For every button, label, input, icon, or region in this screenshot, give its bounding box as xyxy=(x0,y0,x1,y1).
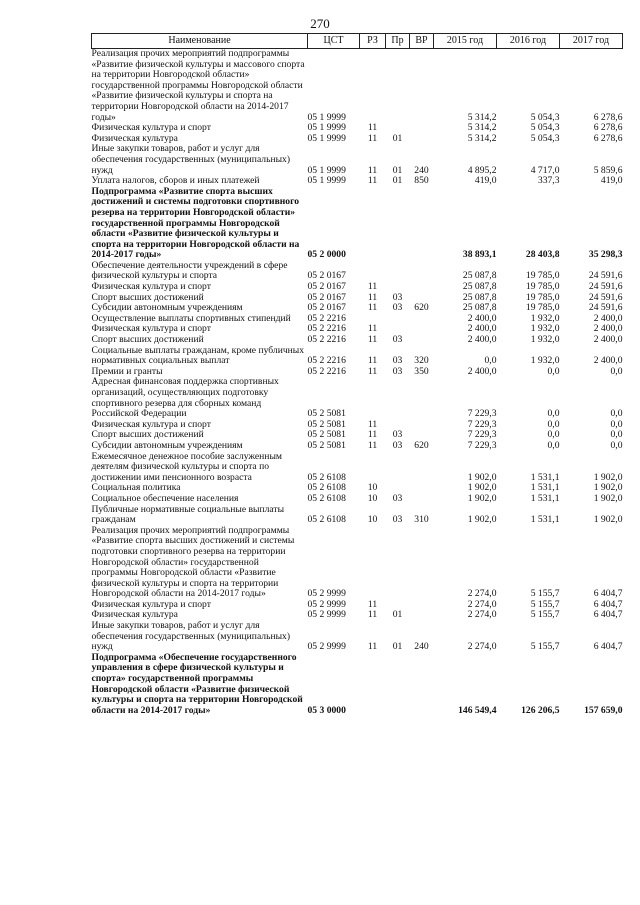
row-cst: 05 2 2216 xyxy=(307,334,346,346)
row-cst: 05 2 0167 xyxy=(307,281,346,293)
row-pr xyxy=(386,49,410,124)
row-vr xyxy=(410,49,434,124)
table-row xyxy=(92,261,623,282)
row-name: Спорт высших достижений xyxy=(91,429,204,441)
row-name: Спорт высших достижений xyxy=(91,334,204,346)
table-row xyxy=(92,377,623,419)
row-rz: 11 xyxy=(367,281,378,293)
table-row xyxy=(92,505,623,526)
row-cst: 05 2 5081 xyxy=(307,439,346,451)
row-rz: 11 xyxy=(367,598,378,610)
row-cst: 05 1 9999 xyxy=(307,111,346,123)
row-2016: 19 785,0 xyxy=(525,281,560,293)
row-2016: 4 717,0 xyxy=(530,164,560,176)
row-2016: 19 785,0 xyxy=(525,302,560,314)
row-2017: 24 591,6 xyxy=(588,291,623,303)
row-rz: 11 xyxy=(367,418,378,430)
row-cst: 05 1 9999 xyxy=(307,132,346,144)
header-rz: РЗ xyxy=(360,34,386,49)
row-2016: 126 206,5 xyxy=(521,704,560,716)
row-name: Социальное обеспечение населения xyxy=(91,492,239,504)
row-vr xyxy=(410,261,434,282)
row-2016: 1 932,0 xyxy=(530,355,560,367)
row-cst: 05 3 0000 xyxy=(307,704,346,716)
row-name: Реализация прочих мероприятий подпрограммы «Развитие физической культуры и массового спорта на территории Новгородской области» государственной программы Новгородской области «Развитие физической культуры и спорта на территории Новгородской области на 2014-2017 годы» xyxy=(91,48,305,123)
row-cst: 05 2 9999 xyxy=(307,588,346,600)
row-2017: 24 591,6 xyxy=(588,281,623,293)
row-2015: 1 902,0 xyxy=(467,482,497,494)
row-rz: 11 xyxy=(367,132,378,144)
row-2017: 0,0 xyxy=(610,439,623,451)
row-pr: 03 xyxy=(392,439,403,451)
row-2015: 5 314,2 xyxy=(467,111,497,123)
row-pr: 03 xyxy=(392,355,403,367)
row-cst: 05 2 0167 xyxy=(307,302,346,314)
row-cst: 05 1 9999 xyxy=(307,175,346,187)
header-cst: ЦСТ xyxy=(308,34,360,49)
row-pr: 01 xyxy=(392,609,403,621)
row-rz xyxy=(360,653,386,717)
row-2017: 1 902,0 xyxy=(593,482,623,494)
row-cst: 05 2 6108 xyxy=(307,492,346,504)
row-name: Физическая культура и спорт xyxy=(91,418,211,430)
row-cst: 05 2 9999 xyxy=(307,641,346,653)
row-pr: 01 xyxy=(392,641,403,653)
row-cst: 05 2 5081 xyxy=(307,418,346,430)
row-name: Иные закупки товаров, работ и услуг для обеспечения государственных (муниципальных) нужд xyxy=(91,620,291,653)
row-rz: 11 xyxy=(367,175,378,187)
row-name: Спорт высших достижений xyxy=(91,291,204,303)
row-2015: 7 229,3 xyxy=(467,408,497,420)
row-rz xyxy=(360,377,386,419)
row-cst: 05 2 6108 xyxy=(307,514,346,526)
row-rz: 11 xyxy=(367,355,378,367)
row-rz: 10 xyxy=(367,492,378,504)
row-2017: 157 659,0 xyxy=(584,704,623,716)
header-vr: ВР xyxy=(410,34,434,49)
row-2016: 1 932,0 xyxy=(530,334,560,346)
table-row xyxy=(92,49,623,124)
row-2015: 1 902,0 xyxy=(467,471,497,483)
row-2016: 0,0 xyxy=(547,439,560,451)
row-cst: 05 2 2216 xyxy=(307,312,346,324)
row-vr xyxy=(410,600,434,611)
row-cst: 05 2 5081 xyxy=(307,408,346,420)
row-2017: 0,0 xyxy=(610,365,623,377)
row-name: Социальная политика xyxy=(91,482,181,494)
row-2016: 1 932,0 xyxy=(530,312,560,324)
row-2016: 1 531,1 xyxy=(530,514,560,526)
row-vr: 320 xyxy=(414,355,429,367)
table-header-row xyxy=(92,34,623,49)
row-2015: 5 314,2 xyxy=(467,122,497,134)
row-2015: 419,0 xyxy=(474,175,497,187)
row-2016: 1 531,1 xyxy=(530,471,560,483)
row-rz: 11 xyxy=(367,439,378,451)
row-vr: 620 xyxy=(414,302,429,314)
row-2015: 2 274,0 xyxy=(467,609,497,621)
row-2016: 5 054,3 xyxy=(530,111,560,123)
row-name: Подпрограмма «Развитие спорта высших достижений и системы подготовки спортивного резерва на территории Новгородской области» государственной программы Новгородской области «Развитие физической культуры и спорта на территории Новгородской области на 2014-2017 годы» xyxy=(91,185,300,261)
row-pr: 01 xyxy=(392,164,403,176)
table-row xyxy=(92,144,623,176)
row-cst: 05 2 0167 xyxy=(307,291,346,303)
row-vr xyxy=(410,483,434,494)
row-2016: 5 054,3 xyxy=(530,132,560,144)
row-2015: 2 274,0 xyxy=(467,588,497,600)
row-2015: 5 314,2 xyxy=(467,132,497,144)
row-pr: 03 xyxy=(392,291,403,303)
row-rz: 11 xyxy=(367,291,378,303)
row-2017: 0,0 xyxy=(610,429,623,441)
row-2017: 6 278,6 xyxy=(593,122,623,134)
row-cst: 05 1 9999 xyxy=(307,122,346,134)
row-name: Физическая культура и спорт xyxy=(91,323,211,335)
row-name: Ежемесячное денежное пособие заслуженным деятелям физической культуры и спорта по достижении ими пенсионного возраста xyxy=(91,450,282,483)
row-2015: 2 274,0 xyxy=(467,598,497,610)
row-name: Физическая культура и спорт xyxy=(91,122,211,134)
header-2015: 2015 год xyxy=(434,34,497,49)
row-vr xyxy=(410,377,434,419)
row-cst: 05 2 6108 xyxy=(307,471,346,483)
row-2015: 4 895,2 xyxy=(467,164,497,176)
row-rz xyxy=(360,187,386,261)
row-2016: 0,0 xyxy=(547,408,560,420)
row-name: Физическая культура и спорт xyxy=(91,598,211,610)
row-2017: 1 902,0 xyxy=(593,492,623,504)
row-2016: 19 785,0 xyxy=(525,270,560,282)
row-vr xyxy=(410,452,434,484)
row-2016: 5 155,7 xyxy=(530,609,560,621)
row-name: Адресная финансовая поддержка спортивных организаций, осуществляющих подготовку спортивного резерва для сборных команд Российской Федерации xyxy=(91,376,279,420)
row-name: Социальные выплаты гражданам, кроме публичных нормативных социальных выплат xyxy=(91,344,305,367)
row-2017: 6 278,6 xyxy=(593,111,623,123)
table-row xyxy=(92,653,623,717)
row-name: Премии и гранты xyxy=(91,365,163,377)
row-rz xyxy=(360,526,386,600)
row-name: Физическая культура и спорт xyxy=(91,281,211,293)
header-pr: Пр xyxy=(386,34,410,49)
row-2017: 35 298,3 xyxy=(588,249,623,261)
row-2016: 0,0 xyxy=(547,418,560,430)
row-rz: 11 xyxy=(367,334,378,346)
row-2017: 24 591,6 xyxy=(588,270,623,282)
row-2017: 6 278,6 xyxy=(593,132,623,144)
row-2017: 2 400,0 xyxy=(593,355,623,367)
header-2017: 2017 год xyxy=(560,34,623,49)
row-2015: 1 902,0 xyxy=(467,492,497,504)
row-pr xyxy=(386,653,410,717)
row-vr xyxy=(410,526,434,600)
row-pr xyxy=(386,261,410,282)
row-cst: 05 2 0167 xyxy=(307,270,346,282)
table-body xyxy=(92,49,623,717)
row-pr: 03 xyxy=(392,365,403,377)
row-2015: 38 893,1 xyxy=(462,249,497,261)
row-rz: 11 xyxy=(367,365,378,377)
row-vr: 620 xyxy=(414,439,429,451)
row-2015: 25 087,8 xyxy=(462,302,497,314)
row-rz: 11 xyxy=(367,323,378,335)
row-rz: 11 xyxy=(367,641,378,653)
row-pr xyxy=(386,314,410,325)
row-rz: 11 xyxy=(367,122,378,134)
row-vr: 240 xyxy=(414,164,429,176)
row-2015: 1 902,0 xyxy=(467,514,497,526)
row-rz: 10 xyxy=(367,482,378,494)
row-cst: 05 2 0000 xyxy=(307,249,346,261)
row-2017: 2 400,0 xyxy=(593,323,623,335)
row-2016: 1 531,1 xyxy=(530,482,560,494)
row-rz: 11 xyxy=(367,429,378,441)
table-row xyxy=(92,187,623,261)
row-vr xyxy=(410,494,434,505)
row-2015: 25 087,8 xyxy=(462,281,497,293)
row-2016: 28 403,8 xyxy=(525,249,560,261)
row-name: Обеспечение деятельности учреждений в сфере физической культуры и спорта xyxy=(91,259,288,282)
row-name: Осуществление выплаты спортивных стипендий xyxy=(91,312,291,324)
row-vr xyxy=(410,282,434,293)
row-2016: 0,0 xyxy=(547,429,560,441)
row-vr xyxy=(410,123,434,134)
row-2015: 2 274,0 xyxy=(467,641,497,653)
row-2017: 1 902,0 xyxy=(593,471,623,483)
row-vr: 240 xyxy=(414,641,429,653)
row-cst: 05 2 6108 xyxy=(307,482,346,494)
row-2017: 6 404,7 xyxy=(593,588,623,600)
row-2017: 6 404,7 xyxy=(593,609,623,621)
row-rz: 11 xyxy=(367,164,378,176)
row-name: Подпрограмма «Обеспечение государственного управления в сфере физической культуры и спорта» государственной программы Новгородской области «Развитие физической культуры и спорта на территории Новгородской области на 2014-2017 годы» xyxy=(91,651,303,716)
row-cst: 05 2 5081 xyxy=(307,429,346,441)
row-rz xyxy=(360,49,386,124)
row-cst: 05 2 9999 xyxy=(307,598,346,610)
row-2017: 2 400,0 xyxy=(593,312,623,324)
row-pr: 03 xyxy=(392,334,403,346)
row-2017: 6 404,7 xyxy=(593,641,623,653)
row-rz: 11 xyxy=(367,609,378,621)
row-2015: 146 549,4 xyxy=(458,704,497,716)
row-2016: 0,0 xyxy=(547,365,560,377)
row-vr xyxy=(410,187,434,261)
row-2015: 7 229,3 xyxy=(467,439,497,451)
row-vr: 850 xyxy=(414,175,429,187)
row-2015: 2 400,0 xyxy=(467,365,497,377)
row-2017: 0,0 xyxy=(610,408,623,420)
row-vr xyxy=(410,324,434,335)
row-pr xyxy=(386,377,410,419)
row-name: Субсидии автономным учреждениям xyxy=(91,439,243,451)
row-name: Реализация прочих мероприятий подпрограммы «Развитие спорта высших достижений и системы подготовки спортивного резерва на территории Новгородской области» государственной программы Новгородской области «Развитие физической культуры и спорта на территории Новгородской области на 2014-2017 годы» xyxy=(91,524,295,600)
row-cst: 05 2 2216 xyxy=(307,365,346,377)
row-2015: 0,0 xyxy=(484,355,497,367)
row-vr: 350 xyxy=(414,365,429,377)
row-2016: 5 054,3 xyxy=(530,122,560,134)
row-2016: 1 932,0 xyxy=(530,323,560,335)
row-pr xyxy=(386,187,410,261)
row-2017: 2 400,0 xyxy=(593,334,623,346)
table-row xyxy=(92,441,623,452)
row-vr: 310 xyxy=(414,514,429,526)
row-pr: 01 xyxy=(392,132,403,144)
row-2016: 337,3 xyxy=(537,175,560,187)
row-2017: 24 591,6 xyxy=(588,302,623,314)
row-pr: 03 xyxy=(392,429,403,441)
row-rz xyxy=(360,452,386,484)
row-pr: 03 xyxy=(392,302,403,314)
row-2017: 0,0 xyxy=(610,418,623,430)
header-2016: 2016 год xyxy=(497,34,560,49)
row-vr xyxy=(410,420,434,431)
row-rz xyxy=(360,261,386,282)
row-cst: 05 2 9999 xyxy=(307,609,346,621)
row-2016: 1 531,1 xyxy=(530,492,560,504)
table-row xyxy=(92,452,623,484)
row-pr xyxy=(386,452,410,484)
row-2017: 6 404,7 xyxy=(593,598,623,610)
row-vr xyxy=(410,653,434,717)
row-cst: 05 1 9999 xyxy=(307,164,346,176)
row-2015: 2 400,0 xyxy=(467,312,497,324)
row-pr xyxy=(386,526,410,600)
row-cst: 05 2 2216 xyxy=(307,323,346,335)
row-name: Субсидии автономным учреждениям xyxy=(91,302,243,314)
row-vr xyxy=(410,134,434,145)
row-2015: 2 400,0 xyxy=(467,334,497,346)
row-2015: 7 229,3 xyxy=(467,429,497,441)
budget-table xyxy=(91,33,623,716)
row-vr xyxy=(410,314,434,325)
row-2015: 25 087,8 xyxy=(462,270,497,282)
row-rz: 11 xyxy=(367,302,378,314)
row-pr: 03 xyxy=(392,514,403,526)
row-2017: 1 902,0 xyxy=(593,514,623,526)
row-name: Публичные нормативные социальные выплаты гражданам xyxy=(91,503,285,526)
row-pr: 01 xyxy=(392,175,403,187)
row-rz: 10 xyxy=(367,514,378,526)
table-row xyxy=(92,494,623,505)
table-row xyxy=(92,346,623,367)
row-2015: 7 229,3 xyxy=(467,418,497,430)
row-2015: 25 087,8 xyxy=(462,291,497,303)
row-cst: 05 2 2216 xyxy=(307,355,346,367)
page-number: 270 xyxy=(310,16,330,31)
row-name: Физическая культура xyxy=(91,609,178,621)
row-pr: 03 xyxy=(392,492,403,504)
row-vr xyxy=(410,335,434,346)
row-name: Физическая культура xyxy=(91,132,178,144)
row-name: Уплата налогов, сборов и иных платежей xyxy=(91,175,260,187)
row-2016: 5 155,7 xyxy=(530,641,560,653)
row-2016: 19 785,0 xyxy=(525,291,560,303)
row-2015: 2 400,0 xyxy=(467,323,497,335)
table-row xyxy=(92,526,623,600)
header-name: Наименование xyxy=(92,34,308,49)
row-name: Иные закупки товаров, работ и услуг для обеспечения государственных (муниципальных) нужд xyxy=(91,143,291,176)
row-2016: 5 155,7 xyxy=(530,598,560,610)
table-row xyxy=(92,621,623,653)
row-2017: 419,0 xyxy=(600,175,623,187)
row-vr xyxy=(410,610,434,621)
row-2017: 5 859,6 xyxy=(593,164,623,176)
row-2016: 5 155,7 xyxy=(530,588,560,600)
